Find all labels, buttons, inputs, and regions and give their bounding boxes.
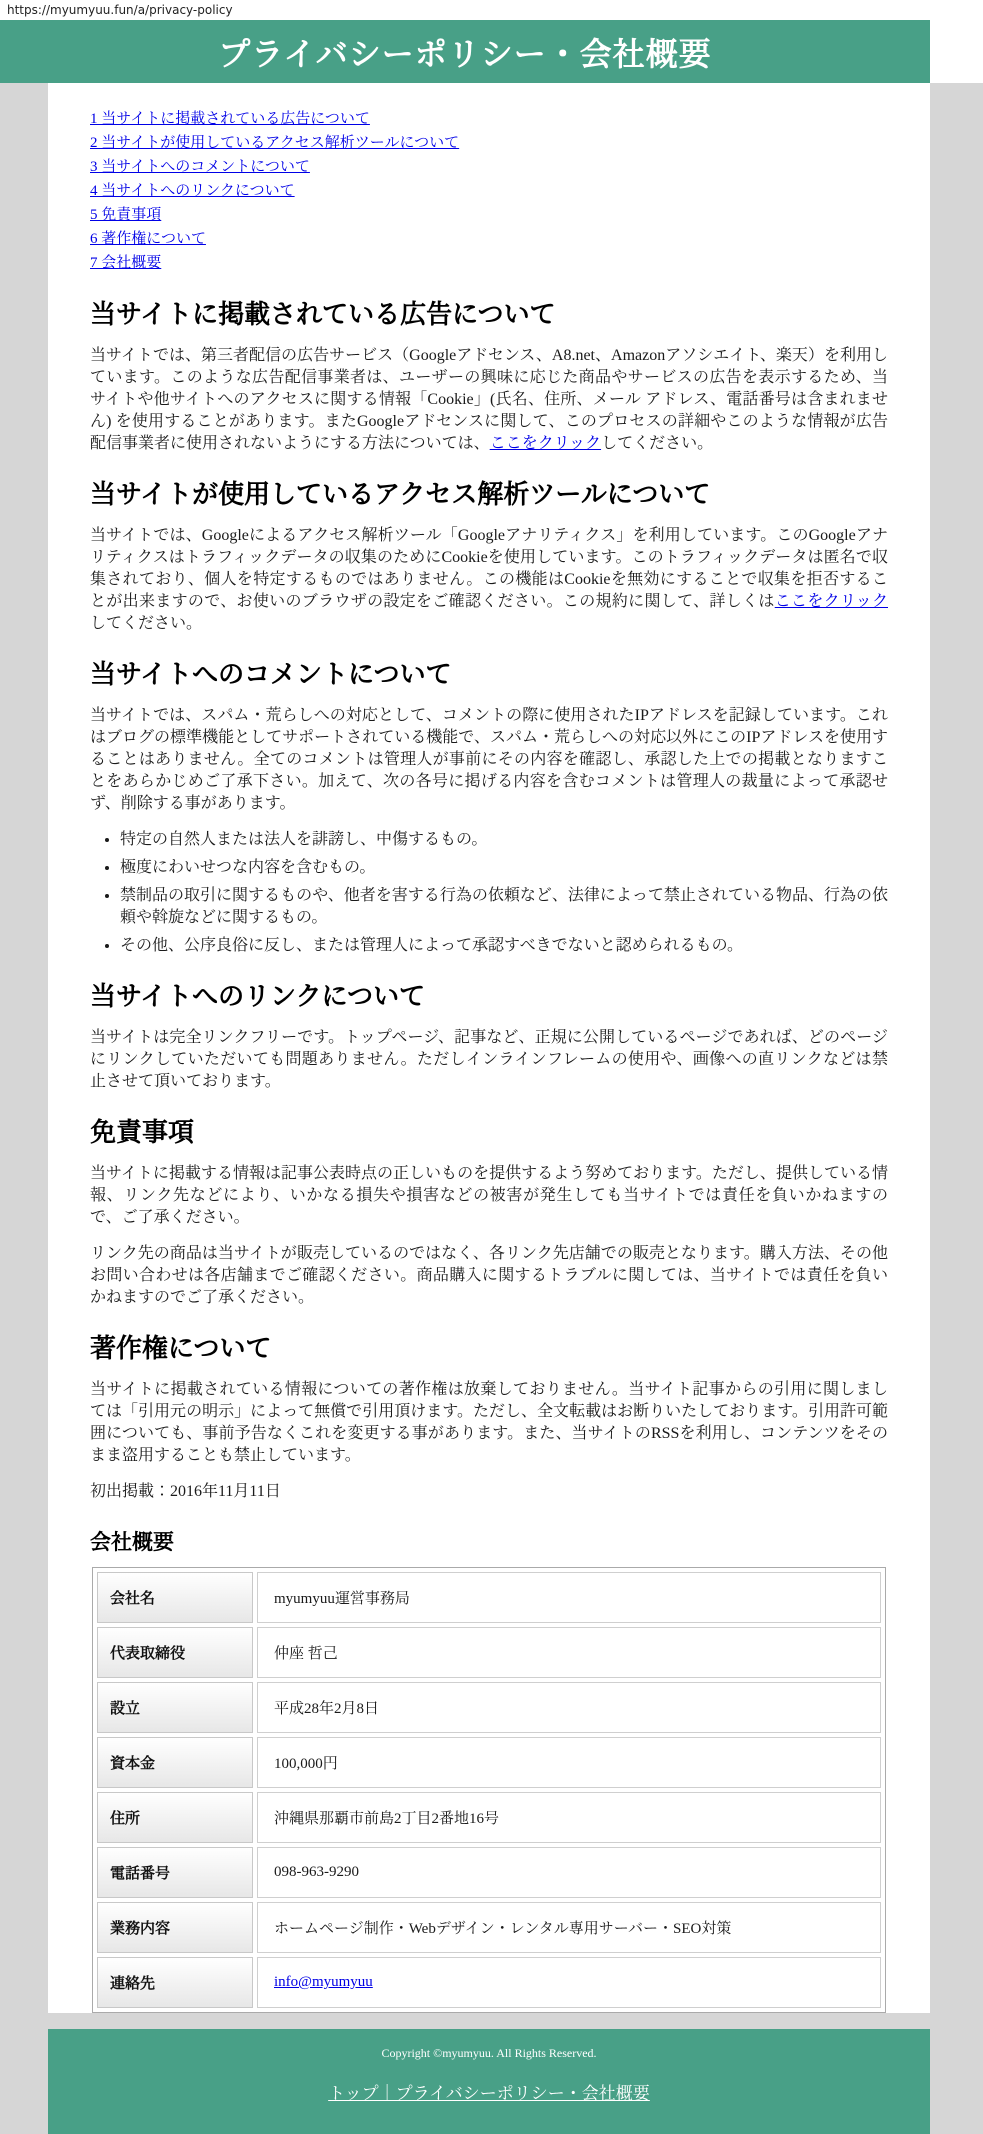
- row-value-company-name: myumyuu運営事務局: [257, 1572, 881, 1623]
- toc-link-comments[interactable]: 3 当サイトへのコメントについて: [90, 159, 310, 175]
- table-row: [97, 1572, 881, 1623]
- section-analytics-text-after: してください。: [90, 615, 203, 632]
- page-footer: [48, 2029, 930, 2134]
- section-comments-body: 当サイトでは、スパム・荒らしへの対応として、コメントの際に使用されたIPアドレスを記録しています。これはブログの標準機能としてサポートされている機能で、スパム・荒らしへの対応以外にこのIPアドレスを使用することはありません。全てのコメントは管理人が事前にその内容を確認し、承認した上での掲載となりますことをあらかじめご了承下さい。加えて、次の各号に掲げる内容を含むコメントは管理人の裁量によって承認せず、削除する事があります。: [90, 707, 888, 812]
- section-analytics-body: [90, 525, 888, 635]
- url-bar[interactable]: [0, 0, 983, 20]
- list-item: • 極度にわいせつな内容を含むもの。: [120, 857, 888, 879]
- row-value-contact: [257, 1957, 881, 2008]
- section-ads-body: [90, 345, 888, 455]
- section-disclaimer: [90, 1115, 888, 1309]
- row-value-business: ホームページ制作・Webデザイン・レンタル専用サーバー・SEO対策: [257, 1902, 881, 1953]
- section-copyright: [90, 1331, 888, 1503]
- row-value-established: 平成28年2月8日: [257, 1682, 881, 1733]
- section-links: [90, 979, 888, 1093]
- first-published-date: 初出掲載：2016年11月11日: [90, 1483, 281, 1500]
- table-row: [97, 1627, 881, 1678]
- table-row: [97, 1792, 881, 1843]
- toc-link-disclaimer[interactable]: 5 免責事項: [90, 207, 162, 223]
- toc-link-copyright[interactable]: 6 著作権について: [90, 231, 206, 247]
- content-column: [48, 83, 930, 2013]
- section-comments-heading: 当サイトへのコメントについて: [90, 659, 452, 689]
- table-row: [97, 1682, 881, 1733]
- footer-nav: [48, 2061, 930, 2104]
- footer-nav-link[interactable]: トップ｜プライバシーポリシー・会社概要: [328, 2084, 650, 2103]
- ads-click-here-link[interactable]: ここをクリック: [489, 435, 602, 452]
- section-ads-text: 当サイトでは、第三者配信の広告サービス（Googleアドセンス、A8.net、Amazonアソシエイト、楽天）を利用しています。このような広告配信事業者は、ユーザーの興味に応じた商品やサービスの広告を表示するため、当サイトや他サイトへのアクセスに関する情報「Cookie」(氏名、住所、メール アドレス、電話番号は含まれません) を使用することがあります。またGoogleアドセンスに関して、このプロセスの詳細やこのような情報が広告配信事業者に使用されないようにする方法については、: [90, 347, 888, 452]
- row-label-company-name: 会社名: [97, 1572, 253, 1623]
- table-row: [97, 1847, 881, 1898]
- list-item: • 特定の自然人または法人を誹謗し、中傷するもの。: [120, 829, 888, 851]
- table-row: [97, 1737, 881, 1788]
- url-text: https://myumyuu.fun/a/privacy-policy: [7, 3, 233, 17]
- company-info-table: [92, 1567, 886, 2013]
- row-label-representative: 代表取締役: [97, 1627, 253, 1678]
- section-analytics-text: 当サイトでは、Googleによるアクセス解析ツール「Googleアナリティクス」を利用しています。このGoogleアナリティクスはトラフィックデータの収集のためにCookieを使用しています。このトラフィックデータは匿名で収集されており、個人を特定するものではありません。この機能はCookieを無効にすることで収集を拒否することが出来ますので、お使いのブラウザの設定をご確認ください。この規約に関して、詳しくは: [90, 527, 888, 610]
- row-label-address: 住所: [97, 1792, 253, 1843]
- section-disclaimer-paragraph-2: リンク先の商品は当サイトが販売しているのではなく、各リンク先店舗での販売となります。購入方法、その他お問い合わせは各店舗までご確認ください。商品購入に関するトラブルに関しては、当サイトでは責任を負いかねますのでご了承ください。: [90, 1245, 888, 1306]
- table-row: [97, 1902, 881, 1953]
- row-label-phone: 電話番号: [97, 1847, 253, 1898]
- toc-link-analytics[interactable]: 2 当サイトが使用しているアクセス解析ツールについて: [90, 135, 460, 151]
- section-disclaimer-paragraph-1: 当サイトに掲載する情報は記事公表時点の正しいものを提供するよう努めております。ただし、提供している情報、リンク先などにより、いかなる損失や損害などの被害が発生しても当サイトでは責任を負いかねますので、ご了承ください。: [90, 1165, 888, 1226]
- toc-link-ads[interactable]: 1 当サイトに掲載されている広告について: [90, 111, 370, 127]
- contact-email-link[interactable]: info@myumyuu: [274, 1974, 373, 1990]
- table-row: [97, 1957, 881, 2008]
- section-ads: [90, 297, 888, 455]
- toc-link-company[interactable]: 7 会社概要: [90, 255, 162, 271]
- section-disclaimer-heading: 免責事項: [90, 1117, 195, 1147]
- row-value-address: 沖縄県那覇市前島2丁目2番地16号: [257, 1792, 881, 1843]
- list-item: • その他、公序良俗に反し、または管理人によって承認すべきでないと認められるもの。: [120, 935, 888, 957]
- comment-rules-list: [90, 829, 888, 957]
- section-analytics: [90, 477, 888, 635]
- section-copyright-body: 当サイトに掲載されている情報についての著作権は放棄しておりません。当サイト記事からの引用に関しましては「引用元の明示」によって無償で引用頂けます。ただし、全文転載はお断りいたしております。引用許可範囲についても、事前予告なくこれを変更する事があります。また、当サイトのRSSを利用し、コンテンツをそのまま盗用することも禁止しています。: [90, 1381, 888, 1464]
- row-label-contact: 連絡先: [97, 1957, 253, 2008]
- page-background: [0, 83, 983, 2134]
- row-value-phone: 098-963-9290: [257, 1847, 881, 1898]
- section-comments: [90, 657, 888, 957]
- table-of-contents: [90, 107, 888, 275]
- section-links-heading: 当サイトへのリンクについて: [90, 981, 426, 1011]
- section-copyright-heading: 著作権について: [90, 1333, 272, 1363]
- row-value-representative: 仲座 哲己: [257, 1627, 881, 1678]
- company-overview-heading: 会社概要: [90, 1531, 174, 1554]
- section-ads-heading: 当サイトに掲載されている広告について: [90, 299, 556, 329]
- section-ads-text-after: してください。: [601, 435, 714, 452]
- row-label-capital: 資本金: [97, 1737, 253, 1788]
- row-value-capital: 100,000円: [257, 1737, 881, 1788]
- section-analytics-heading: 当サイトが使用しているアクセス解析ツールについて: [90, 479, 711, 509]
- page-title: プライバシーポリシー・会社概要: [218, 35, 712, 72]
- footer-copyright: Copyright ©myumyuu. All Rights Reserved.: [381, 2046, 597, 2060]
- analytics-click-here-link[interactable]: ここをクリック: [774, 593, 888, 610]
- toc-link-links[interactable]: 4 当サイトへのリンクについて: [90, 183, 295, 199]
- section-company: [90, 1529, 888, 2013]
- page-header: [0, 20, 930, 83]
- list-item: • 禁制品の取引に関するものや、他者を害する行為の依頼など、法律によって禁止されている物品、行為の依頼や斡旋などに関するもの。: [120, 885, 888, 929]
- section-links-body: 当サイトは完全リンクフリーです。トップページ、記事など、正規に公開しているページであれば、どのページにリンクしていただいても問題ありません。ただしインラインフレームの使用や、画像への直リンクなどは禁止させて頂いております。: [90, 1029, 888, 1090]
- row-label-business: 業務内容: [97, 1902, 253, 1953]
- row-label-established: 設立: [97, 1682, 253, 1733]
